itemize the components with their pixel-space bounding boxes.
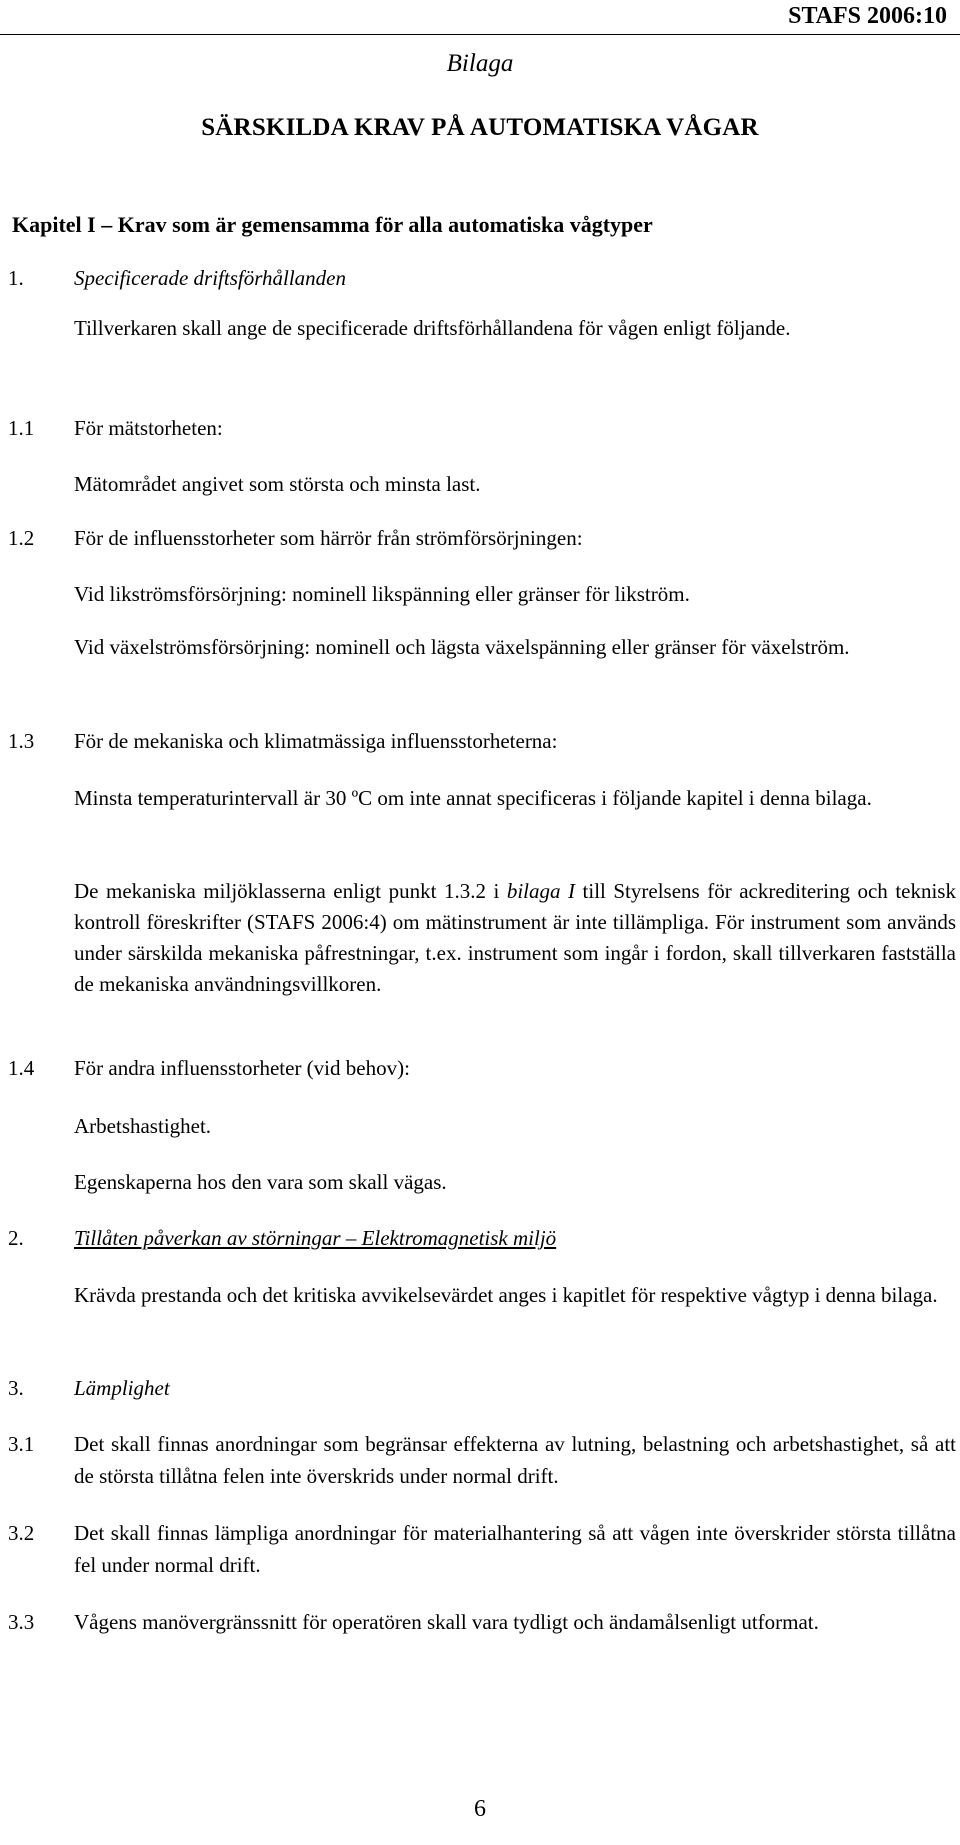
- section-1-2-title: För de influensstorheter som härrör från strömförsörjningen:: [74, 526, 583, 550]
- section-1-1-number: 1.1: [8, 416, 35, 440]
- mech-text-part-2: till Styrelsens för ackreditering och teknisk kontroll föreskrifter (STAFS 2006:4) om mätinstrument är inte tillämpliga. För instrument som används under särskilda mekaniska påfrestningar, t.ex. instrument som ingår i fordon, skall tillverkaren fastställa de mekaniska användningsvillkoren.: [74, 879, 956, 996]
- section-1-4-text-speed: Arbetshastighet.: [74, 1114, 212, 1138]
- section-3-1-text: Det skall finnas anordningar som begränsar effekterna av lutning, belastning och arbetshastighet, så att de största tillåtna felen inte överskrids under normal drift.: [74, 1432, 956, 1488]
- main-title: SÄRSKILDA KRAV PÅ AUTOMATISKA VÅGAR: [201, 114, 759, 141]
- section-1-3-number: 1.3: [8, 729, 35, 753]
- page-number: 6: [474, 1796, 486, 1822]
- section-1-1-text: Mätområdet angivet som största och minsta last.: [74, 472, 481, 496]
- chapter-heading: Kapitel I – Krav som är gemensamma för alla automatiska vågtyper: [12, 212, 653, 237]
- section-1-title: Specificerade driftsförhållanden: [74, 266, 346, 290]
- section-1-intro: Tillverkaren skall ange de specificerade driftsförhållandena för vågen enligt följande.: [74, 316, 791, 340]
- section-1-3-text-temp: Minsta temperaturintervall är 30 ºC om inte annat specificeras i följande kapitel i denna bilaga.: [74, 786, 872, 810]
- header-rule: [0, 34, 960, 35]
- section-1-4-text-goods: Egenskaperna hos den vara som skall vägas.: [74, 1170, 447, 1194]
- bilaga-label: Bilaga: [446, 50, 514, 77]
- section-3-2-text: Det skall finnas lämpliga anordningar för materialhantering så att vågen inte överskrider största tillåtna fel under normal drift.: [74, 1521, 956, 1577]
- section-3-number: 3.: [8, 1376, 24, 1400]
- section-2-text: Krävda prestanda och det kritiska avvikelsevärdet anges i kapitlet för respektive vågtyp i denna bilaga.: [74, 1283, 938, 1307]
- section-1-1-title: För mätstorheten:: [74, 416, 223, 440]
- document-id-header: STAFS 2006:10: [788, 3, 947, 29]
- section-1-2-text-ac: Vid växelströmsförsörjning: nominell och lägsta växelspänning eller gränser för växelström.: [74, 635, 850, 659]
- section-2-number: 2.: [8, 1226, 24, 1250]
- section-3-3-text: Vågens manövergränssnitt för operatören skall vara tydligt och ändamålsenligt utformat.: [74, 1610, 819, 1634]
- section-1-3-text-mech: [74, 876, 956, 1000]
- section-3-3-number: 3.3: [8, 1610, 35, 1634]
- section-1-2-text-dc: Vid likströmsförsörjning: nominell likspänning eller gränser för likström.: [74, 582, 690, 606]
- section-3-2-number: 3.2: [8, 1521, 35, 1545]
- bilaga-reference: bilaga I: [506, 879, 576, 903]
- section-1-3-title: För de mekaniska och klimatmässiga influensstorheterna:: [74, 729, 558, 753]
- section-1-4-number: 1.4: [8, 1056, 35, 1080]
- section-2-title: Tillåten påverkan av störningar – Elektromagnetisk miljö: [74, 1226, 557, 1250]
- section-1-4-title: För andra influensstorheter (vid behov):: [74, 1056, 410, 1080]
- mech-text-part-1: De mekaniska miljöklasserna enligt punkt 1.3.2 i: [74, 879, 507, 903]
- section-3-1-number: 3.1: [8, 1432, 35, 1456]
- section-1-2-number: 1.2: [8, 526, 35, 550]
- section-1-number: 1.: [8, 266, 24, 290]
- section-3-title: Lämplighet: [74, 1376, 170, 1400]
